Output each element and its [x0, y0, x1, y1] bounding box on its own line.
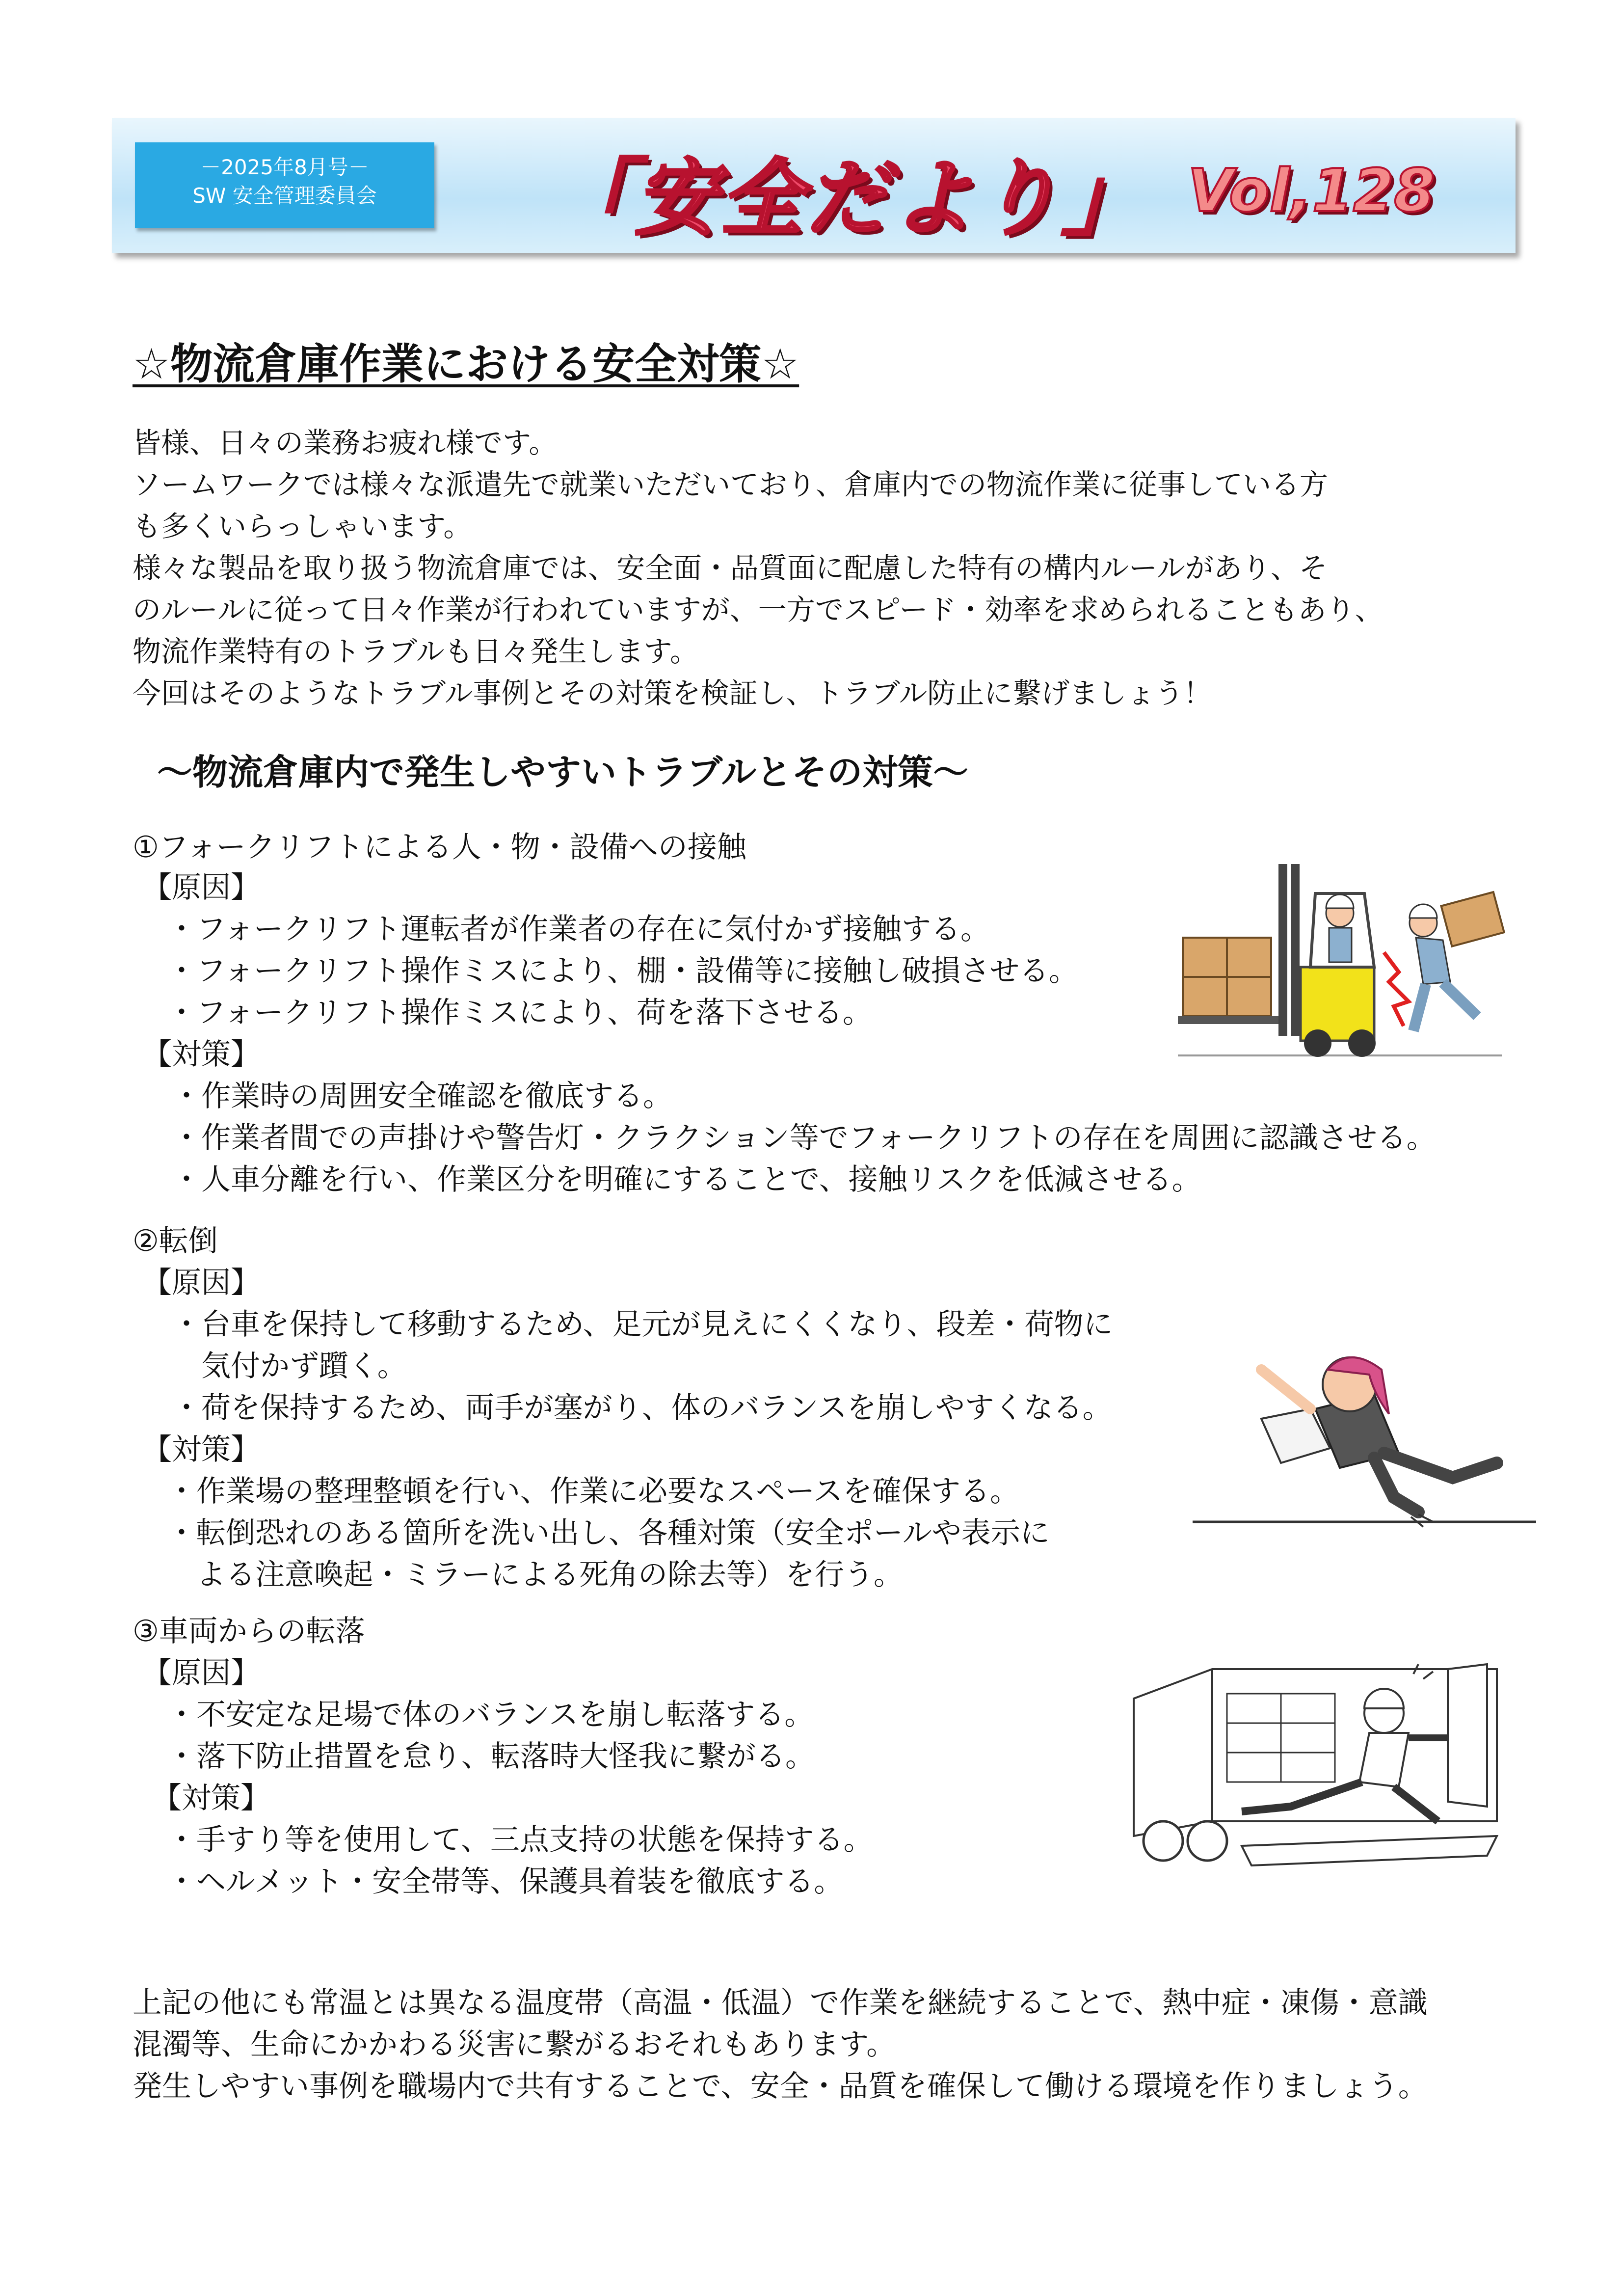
cause-item: ・落下防止措置を怠り、転落時大怪我に繋がる。: [167, 1739, 815, 1774]
section-title: ②転倒: [133, 1224, 218, 1258]
closing-line: 上記の他にも常温とは異なる温度帯（高温・低温）で作業を継続することで、熱中症・凍傷・意識: [133, 1986, 1428, 2020]
section-subheading: ～物流倉庫内で発生しやすいトラブルとその対策～: [157, 752, 969, 793]
measure-item: ・作業者間での声掛けや警告灯・クラクション等でフォークリフトの存在を周囲に認識させる。: [172, 1121, 1436, 1155]
section-title: ①フォークリフトによる人・物・設備への接触: [133, 830, 746, 864]
forklift-accident-illustration: [1168, 854, 1512, 1070]
measure-label: 【対策】: [152, 1781, 270, 1815]
truck-fall-illustration: [1094, 1659, 1507, 1895]
intro-line: 物流作業特有のトラブルも日々発生します。: [133, 635, 699, 668]
intro-line: 皆様、日々の業務お疲れ様です。: [133, 426, 558, 459]
measure-item: ・作業場の整理整頓を行い、作業に必要なスペースを確保する。: [167, 1474, 1019, 1509]
closing-line: 混濁等、生命にかかわる災害に繋がるおそれもあります。: [133, 2027, 896, 2062]
cause-item: 気付かず躓く。: [172, 1349, 407, 1383]
measure-item: よる注意喚起・ミラーによる死角の除去等）を行う。: [167, 1558, 903, 1592]
cause-label: 【原因】: [142, 1266, 260, 1300]
cause-item: ・フォークリフト運転者が作業者の存在に気付かず接触する。: [167, 912, 990, 946]
cause-item: ・フォークリフト操作ミスにより、棚・設備等に接触し破損させる。: [167, 954, 1078, 988]
cause-label: 【原因】: [142, 1656, 260, 1690]
intro-line: 今回はそのようなトラブル事例とその対策を検証し、トラブル防止に繋げましょう！: [133, 676, 1212, 710]
intro-line: のルールに従って日々作業が行われていますが、一方でスピード・効率を求められることもあり、: [133, 593, 1384, 626]
measure-item: ・作業時の周囲安全確認を徹底する。: [172, 1079, 672, 1113]
measure-item: ・手すり等を使用して、三点支持の状態を保持する。: [167, 1823, 873, 1857]
section-title: ③車両からの転落: [133, 1614, 365, 1648]
measure-item: ・ヘルメット・安全帯等、保護具着装を徹底する。: [167, 1864, 844, 1899]
intro-line: ソームワークでは様々な派遣先で就業いただいており、倉庫内での物流作業に従事している方: [133, 468, 1329, 501]
measure-item: ・転倒恐れのある箇所を洗い出し、各種対策（安全ポールや表示に: [167, 1516, 1050, 1550]
intro-line: 様々な製品を取り扱う物流倉庫では、安全面・品質面に配慮した特有の構内ルールがあり、そ: [133, 551, 1328, 585]
intro-line: も多くいらっしゃいます。: [133, 510, 472, 543]
issue-badge: [135, 142, 434, 228]
issue-date: －2025年8月号－: [200, 155, 369, 179]
committee-name: SW 安全管理委員会: [192, 184, 377, 208]
cause-item: ・フォークリフト操作ミスにより、荷を落下させる。: [167, 996, 872, 1030]
tripping-worker-illustration: [1188, 1335, 1541, 1551]
cause-item: ・台車を保持して移動するため、足元が見えにくくなり、段差・荷物に: [172, 1307, 1113, 1342]
volume-number: Vol,128: [1188, 157, 1435, 225]
measure-label: 【対策】: [142, 1037, 260, 1072]
cause-item: ・荷を保持するため、両手が塞がり、体のバランスを崩しやすくなる。: [172, 1391, 1112, 1425]
main-heading: ☆物流倉庫作業における安全対策☆: [133, 340, 799, 389]
closing-line: 発生しやすい事例を職場内で共有することで、安全・品質を確保して働ける環境を作りましょう。: [133, 2069, 1428, 2104]
cause-item: ・不安定な足場で体のバランスを崩し転落する。: [167, 1698, 814, 1732]
measure-label: 【対策】: [142, 1432, 260, 1467]
newsletter-title: 「安全だより」: [550, 150, 1147, 246]
cause-label: 【原因】: [142, 870, 260, 905]
measure-item: ・人車分離を行い、作業区分を明確にすることで、接触リスクを低減させる。: [172, 1162, 1201, 1197]
